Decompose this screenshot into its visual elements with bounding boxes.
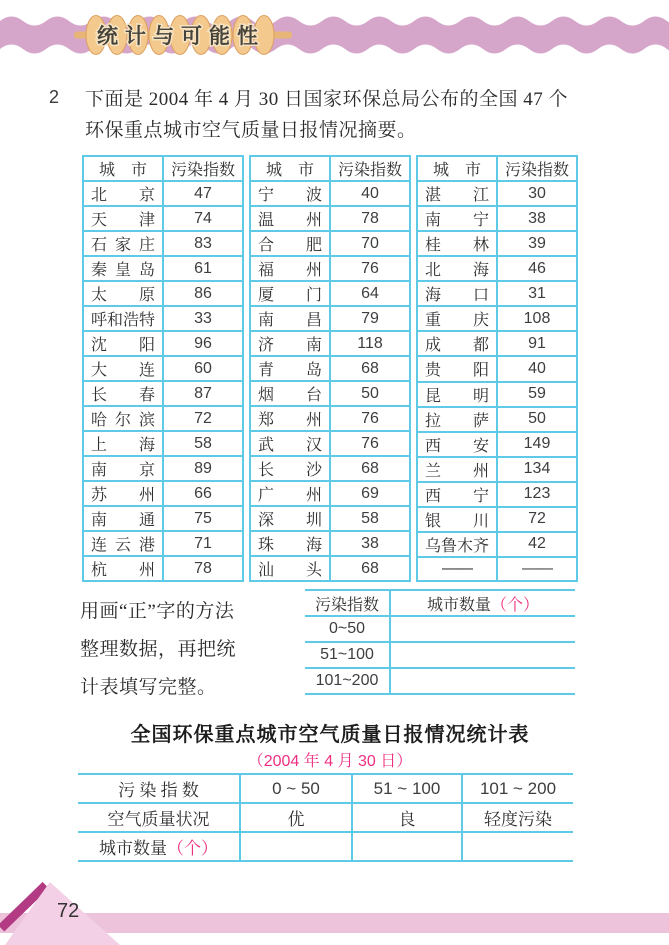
index-cell: 50 [330,381,410,406]
city-cell: 苏州 [83,481,163,506]
problem-number: 2 [49,87,60,107]
stats-row-quality [78,803,573,832]
table-row [250,331,410,356]
table-row [83,281,243,306]
range-cell: 101 ~ 200 [462,774,573,803]
count-label: 城市数量 [99,839,167,858]
city-cell: 西安 [417,432,497,457]
tally-count-header [390,590,575,616]
table-row [83,456,243,481]
table-row [83,181,243,206]
city-cell: 重庆 [417,306,497,331]
quality-cell: 良 [352,803,462,832]
table-row [250,381,410,406]
index-cell: 31 [497,281,577,306]
table-row [250,306,410,331]
index-cell: 66 [163,481,243,506]
index-cell: 134 [497,457,577,482]
city-table-group-1 [82,155,244,582]
index-cell: 64 [330,281,410,306]
index-cell: 68 [330,456,410,481]
city-table-group-3 [416,155,578,582]
tally-index-header: 污染指数 [305,590,390,616]
city-cell: 昆明 [417,382,497,407]
tally-count-unit: （个） [491,596,540,614]
city-column-header: 城 市 [250,156,330,181]
city-cell: 长春 [83,381,163,406]
tally-header-row [305,590,575,616]
index-cell: 40 [497,356,577,381]
table-row [83,506,243,531]
index-cell: 75 [163,506,243,531]
city-cell: 烟台 [250,381,330,406]
table-row [83,356,243,381]
city-cell: 温州 [250,206,330,231]
instruction-line2: 整理数据，再把统 [80,639,237,660]
index-column-header: 污染指数 [330,156,410,181]
index-cell: 149 [497,432,577,457]
quality-cell: 轻度污染 [462,803,573,832]
table-row [250,531,410,556]
index-cell: 39 [497,231,577,256]
index-cell: 38 [497,206,577,231]
index-cell: 50 [497,407,577,432]
stats-table-title: 全国环保重点城市空气质量日报情况统计表 [130,724,530,746]
index-cell: 33 [163,306,243,331]
city-cell: 汕头 [250,556,330,581]
index-cell: 123 [497,482,577,507]
tally-count-label: 城市数量 [426,596,491,614]
instruction-line1: 用画“正”字的方法 [80,601,235,622]
stats-row-label: 空气质量状况 [78,803,240,832]
index-cell: 61 [163,256,243,281]
chapter-title: 统计与可能性 [97,24,265,48]
index-cell: 60 [163,356,243,381]
problem-text-line1: 下面是 2004 年 4 月 30 日国家环保总局公布的全国 47 个 [85,89,569,110]
table-row [417,231,577,256]
table-row [417,457,577,482]
city-cell: 沈阳 [83,331,163,356]
city-cell: 长沙 [250,456,330,481]
table-header-row [83,156,243,181]
city-table-group-2 [249,155,411,582]
range-label: 51~100 [305,642,390,668]
table-row [417,482,577,507]
table-row [417,181,577,206]
page-number: 72 [57,900,80,922]
table-row [250,556,410,581]
city-index-tables [82,155,578,582]
table-row [83,531,243,556]
city-cell: 南京 [83,456,163,481]
city-cell: 大连 [83,356,163,381]
index-cell: 108 [497,306,577,331]
answer-cell[interactable] [390,642,575,668]
table-row [83,256,243,281]
city-column-header: 城 市 [83,156,163,181]
city-cell: 上海 [83,431,163,456]
answer-cell[interactable] [390,616,575,642]
city-cell: 郑州 [250,406,330,431]
stats-table-subtitle: （2004 年 4 月 30 日） [247,753,413,770]
city-cell: 贵阳 [417,356,497,381]
city-cell: 银川 [417,507,497,532]
index-cell: 76 [330,406,410,431]
table-row [83,381,243,406]
stats-row-label: 污 染 指 数 [78,774,240,803]
city-cell: 天津 [83,206,163,231]
city-cell: 合肥 [250,231,330,256]
table-row [250,231,410,256]
city-cell: 西宁 [417,482,497,507]
city-cell: 连云港 [83,531,163,556]
table-row [250,506,410,531]
answer-cell[interactable] [352,832,462,861]
table-row [417,507,577,532]
table-row [250,356,410,381]
city-cell: 太原 [83,281,163,306]
answer-cell[interactable] [390,668,575,694]
index-cell: —— [497,557,577,581]
table-row [83,431,243,456]
city-cell: 北海 [417,256,497,281]
city-cell: 呼和浩特 [83,306,163,331]
city-cell: 石家庄 [83,231,163,256]
table-row [83,556,243,581]
city-cell: 湛江 [417,181,497,206]
index-cell: 58 [163,431,243,456]
city-cell: 拉萨 [417,407,497,432]
city-cell: 南昌 [250,306,330,331]
table-row [417,306,577,331]
count-unit: （个） [167,839,218,858]
table-row [250,456,410,481]
table-row [83,481,243,506]
index-cell: 72 [163,406,243,431]
table-row [417,532,577,557]
table-header-row [417,156,577,181]
table-header-row [250,156,410,181]
index-column-header: 污染指数 [497,156,577,181]
tally-row [305,616,575,642]
tally-table [305,589,575,695]
table-row [417,382,577,407]
table-row [83,331,243,356]
index-cell: 58 [330,506,410,531]
index-cell: 89 [163,456,243,481]
instruction-line3: 计表填写完整。 [80,677,217,698]
table-row [250,431,410,456]
index-cell: 87 [163,381,243,406]
quality-cell: 优 [240,803,352,832]
table-row [417,331,577,356]
index-cell: 42 [497,532,577,557]
city-cell: 南宁 [417,206,497,231]
city-column-header: 城 市 [417,156,497,181]
index-cell: 47 [163,181,243,206]
city-cell: 福州 [250,256,330,281]
header-wave-band [0,0,669,62]
city-cell: 秦皇岛 [83,256,163,281]
city-cell: 哈尔滨 [83,406,163,431]
index-cell: 118 [330,331,410,356]
city-cell: 青岛 [250,356,330,381]
table-row [250,181,410,206]
table-row [250,406,410,431]
index-cell: 86 [163,281,243,306]
table-row [417,557,577,581]
table-row [417,281,577,306]
index-cell: 70 [330,231,410,256]
tally-row [305,668,575,694]
table-row [250,206,410,231]
city-cell: 珠海 [250,531,330,556]
index-cell: 78 [163,556,243,581]
index-column-header: 污染指数 [163,156,243,181]
problem-text-line2: 环保重点城市空气质量日报情况摘要。 [85,120,417,141]
table-row [417,432,577,457]
city-cell: 杭州 [83,556,163,581]
index-cell: 30 [497,181,577,206]
index-cell: 79 [330,306,410,331]
table-row [417,256,577,281]
index-cell: 71 [163,531,243,556]
index-cell: 68 [330,556,410,581]
index-cell: 83 [163,231,243,256]
table-row [83,306,243,331]
table-row [250,281,410,306]
city-cell: 武汉 [250,431,330,456]
stats-row-count [78,832,573,861]
index-cell: 96 [163,331,243,356]
index-cell: 74 [163,206,243,231]
range-cell: 0 ~ 50 [240,774,352,803]
city-cell: 桂林 [417,231,497,256]
city-cell: 南通 [83,506,163,531]
table-row [250,481,410,506]
index-cell: 59 [497,382,577,407]
stats-table [78,773,573,862]
table-row [83,206,243,231]
answer-cell[interactable] [462,832,573,861]
stats-row-label [78,832,240,861]
table-row [417,407,577,432]
city-cell: 兰州 [417,457,497,482]
city-cell: 广州 [250,481,330,506]
table-row [417,356,577,381]
range-label: 101~200 [305,668,390,694]
city-cell: 深圳 [250,506,330,531]
index-cell: 78 [330,206,410,231]
table-row [417,206,577,231]
range-label: 0~50 [305,616,390,642]
city-cell: 宁波 [250,181,330,206]
city-cell: 成都 [417,331,497,356]
city-cell: —— [417,557,497,581]
index-cell: 69 [330,481,410,506]
answer-cell[interactable] [240,832,352,861]
range-cell: 51 ~ 100 [352,774,462,803]
index-cell: 91 [497,331,577,356]
table-row [83,231,243,256]
city-cell: 北京 [83,181,163,206]
index-cell: 72 [497,507,577,532]
index-cell: 46 [497,256,577,281]
index-cell: 76 [330,256,410,281]
index-cell: 68 [330,356,410,381]
index-cell: 38 [330,531,410,556]
city-cell: 济南 [250,331,330,356]
stats-row-index [78,774,573,803]
city-cell: 乌鲁木齐 [417,532,497,557]
index-cell: 76 [330,431,410,456]
tally-row [305,642,575,668]
city-cell: 海口 [417,281,497,306]
city-cell: 厦门 [250,281,330,306]
table-row [250,256,410,281]
table-row [83,406,243,431]
index-cell: 40 [330,181,410,206]
